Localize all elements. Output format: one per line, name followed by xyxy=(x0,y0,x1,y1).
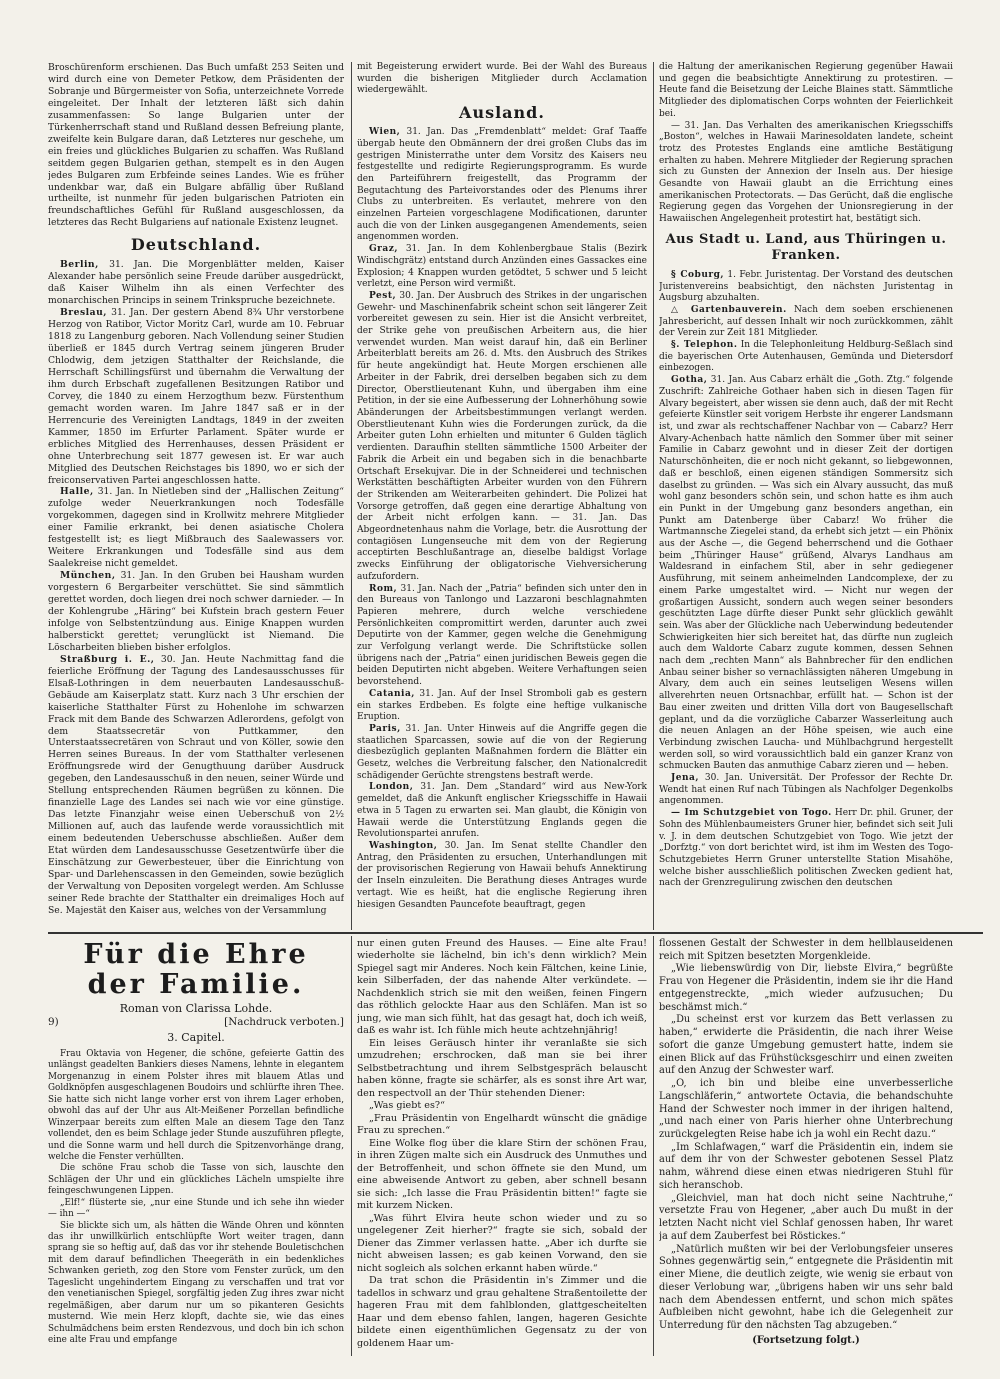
dateline: Catania, xyxy=(369,688,415,699)
news-column-3 xyxy=(659,62,953,928)
story-paragraph: „Was giebt es?“ xyxy=(369,1100,445,1112)
dateline: Jena, xyxy=(671,773,699,784)
feuilleton-byline: Roman von Clarissa Lohde. xyxy=(119,1002,273,1015)
dateline: Washington, xyxy=(369,841,438,851)
story-paragraph: „Was führt Elvira heute schon wieder und zu so ungelegener Zeit hierher?“ fragte sie sich, sobald der Diener das Zimmer verlassen hatte. „Aber ich durfte sie nicht abweisen lassen; es gab keinen Vorwand, den sie nicht sogleich als solchen erkannt haben würde.“ xyxy=(357,1212,647,1274)
story-paragraph: „Natürlich mußten wir bei der Verlobungsfeier unseres Sohnes gegenwärtig sein,“ entgegnete die Präsidentin mit einer Miene, die deutlich zeigte, wie wenig sie erbaut von dieser Verlobung war, „übrigens haben wir uns sehr bald nach dem Abendessen entfernt, und schon mich spätes Aufbleiben nicht gewohnt, habe ich die Gelegenheit zur Unterredung für den nächsten Tag abzugeben.“ xyxy=(659,1243,953,1332)
dateline: Pest, xyxy=(369,290,397,301)
news-item: Catania, 31. Jan. Auf der Insel Stromboli gab es gestern ein starkes Erdbeben. Es folgte eine heftige vulkanische Eruption. xyxy=(357,688,647,723)
story-paragraph: nur einen guten Freund des Hauses. — Eine alte Frau! wiederholte sie lächelnd, bin ich's denn wirklich? Mein Spiegel sagt mir Anderes. Noch kein Fältchen, keine Linie, kein Silberfaden, der das nahende Alter verkündete. — Nachdenklich strich sie mit den weißen, feinen Fingern das röthlich gelockte Haar aus den Schläfen. Man ist so jung, wie man sich fühlt, hat das gesagt hat, doch ich weiß, daß es wahr ist. Ich fühle mich heute achtzehnjährig! xyxy=(357,938,647,1037)
news-item: Gotha, 31. Jan. Aus Cabarz erhält die „Goth. Ztg.“ folgende Zuschrift: Zahlreiche Gothaer haben sich in diesen Tagen für Alvary begeistert, aber wissen sie denn auch, daß der mit Recht gefeierte Künstler seit vorigem Herbste ihr engerer Landsmann ist, und zwar als rechtschaffener Nachbar von — Cabarz? Herr Alvary-Achenbach hatte nämlich den Sommer über mit seiner Familie in Cabarz gewohnt und in dieser Zeit der dortigen Naturschönheiten, die er noch nicht gekannt, so liebgewonnen, daß er beschloß, einen eigenen ständigen Sommersitz sich daselbst zu gründen. — Was sich ein Alvary aussucht, das muß wohl ganz besonders schön sein, und schon hatte es ihm auch ein Punkt in der Umgebung ganz besonders angethan, ein Punkt am Datenberge über Cabarz! Wo früher die Wartmannsche Ziegelei stand, da erhebt sich jetzt — ein Phönix aus der Asche —, die Gegend beherrschend und die Gothaer beim „Thüringer Hause“ grüßend, Alvarys Landhaus am Waldesrand in einfachem Stil, aber in sehr gediegener Ausführung, mit seinem anheimelnden Landcomplexe, der zu einem Parke umgestaltet wird. — Nicht nur wegen der großartigen Aussicht, sondern auch wegen seiner besonders geschützten Lage dürfte dieser Punkt sehr glücklich gewählt sein. Was aber der Glückliche nach Ueberwindung bedeutender Schwierigkeiten hier sich bereitet hat, das dürfte nun zugleich auch dem Waldorte Cabarz zugute kommen, dessen Sehnen nach dem „rechten Mann“ als Bahnbrecher für den endlichen Anbau seiner bisher so vernachlässigten näheren Umgebung in Alvary, dem auch ein seines leutseligen Wesens willen allverehrten neuen Ortsnachbar, erfüllt hat. — Schon ist der Bau einer zweiten und dritten Villa dort von Baugesellschaft geplant, und da die vorzügliche Cabarzer Wasserleitung auch die neuen Anlagen an der Höhe speisen, wie auch eine Verbindung zwischen Laucha- und Mühlbachgrund hergestellt werden soll, so wird voraussichtlich bald ein ganzer Kranz von schmucken Bauten das anmuthige Cabarz zieren und — heben. xyxy=(659,375,953,772)
dateline: — Im Schutzgebiet von Togo. xyxy=(671,808,832,819)
news-item: Washington, 30. Jan. Im Senat stellte Chandler den Antrag, den Präsidenten zu ersuchen, Unterhandlungen mit der provisorischen Regierung von Hawaii behufs Annektirung der Inseln einzuleiten. Die Berathung dieses Antrages wurde vertagt. Wie es heißt, hat die englische Regierung ihren hiesigen Gesandten Pauncefote beauftragt, gegen xyxy=(357,841,647,910)
news-item: Straßburg i. E., 30. Jan. Heute Nachmittag fand die feierliche Eröffnung der Tagung des Landesausschusses für Elsaß-Lothringen in dem neuerbauten Landesausschuß-Gebäude am Kaiserplatz statt. Kurz nach 3 Uhr erschien der kaiserliche Statthalter Fürst zu Hohenlohe im schwarzen Frack mit dem Bande des Schwarzen Adlerordens, gefolgt von dem Staatssecretär von Puttkammer, den Unterstaatssecretären von Schraut und von Köller, sowie den Herren seines Bureaus. In der vom Statthalter verlesenen Eröffnungsrede wird der Genugthuung darüber Ausdruck gegeben, den Landesausschuß in den neuen, seiner Würde und Stellung entsprechenden Räumen begrüßen zu können. Die finanzielle Lage des Landes sei nach wie vor eine günstige. Das letzte Finanzjahr weise einen Ueberschuß von 2½ Millionen auf, auch das laufende werde voraussichtlich mit einem bedeutenden Ueberschusse abschließen. Außer dem Etat würden dem Landesausschusse Gesetzentwürfe über die Einschätzung zur Gewerbesteuer, über die Einrichtung von Spar- und Darlehenscassen in den Gemeinden, sowie bezüglich der Verwaltung von Depositen vorgelegt werden. Am Schlusse seiner Rede brachte der Statthalter ein dreimaliges Hoch auf Se. Majestät den Kaiser aus, welches von der Versammlung xyxy=(48,653,344,916)
section-heading-deutschland: Deutschland. xyxy=(130,235,262,255)
dateline: Halle, xyxy=(60,486,94,498)
dateline: Straßburg i. E., xyxy=(60,653,155,665)
continuation-notice: (Fortsetzung folgt.) xyxy=(752,1334,860,1346)
column-rule xyxy=(653,936,654,1356)
dateline: Gotha, xyxy=(671,375,708,386)
news-item: △ Gartenbauverein. Nach dem soeben erschienenen Jahresbericht, auf dessen Inhalt wir noch zurückkommen, zählt der Verein zur Zeit 181 Mitglieder. xyxy=(659,304,953,339)
feuilleton-column-3 xyxy=(659,938,953,1358)
story-paragraph: „Wie liebenswürdig von Dir, liebste Elvira,“ begrüßte Frau von Hegener die Präsidentin, indem sie ihr die Hand entgegenstreckte, „mich wieder aufzusuchen; Du beschämst mich.“ xyxy=(659,963,953,1013)
news-item: — Im Schutzgebiet von Togo. Herr Dr. phil. Gruner, der Sohn des Mühlenbaumeisters Gruner hier, befindet sich seit Juli v. J. in dem deutschen Schutzgebiet von Togo. Wie jetzt der „Dorfztg.“ von dort berichtet wird, ist ihm im Westen des Togo-Schutzgebietes Herrn Gruner unterstellte Station Misahöhe, welche bisher ausschließlich politischen Zwecken gedient hat, nach der Grenzregulirung zwischen den deutschen xyxy=(659,808,953,889)
reprint-notice: [Nachdruck verboten.] xyxy=(224,1016,344,1028)
story-paragraph: „Im Schlafwagen,“ warf die Präsidentin ein, indem sie auf dem ihr von der Schwester gebotenen Sessel Platz nahm, während diese einen etwas niedrigeren Stuhl für sich heranschob. xyxy=(659,1141,953,1191)
column1-intro: Broschürenform erschienen. Das Buch umfaßt 253 Seiten und wird durch eine von Demeter Petkow, dem Präsidenten der Sobranje und Bürgermeister von Sofia, unterzeichnete Vorrede eingeleitet. Der Inhalt der letzteren läßt sich dahin zusammenfassen: So lange Bulgarien unter der Türkenherrschaft stand und Rußland dessen Befreiung plante, zweifelte kein Bulgare daran, daß Letzteres nur geschehe, um ein freies und glückliches Bulgarien zu schaffen. Was Rußland seitdem gegen Bulgarien gethan, stempelt es in den Augen jedes Bulgaren zum Erbfeinde seines Landes. Wie es früher undenkbar war, daß ein Bulgare abfällig über Rußland urtheilte, ist nunmehr für jeden bulgarischen Patrioten ein freundschaftliches Gefühl für Rußland ausgeschlossen, da letzteres das Recht Bulgariens auf nationale Existenz leugnet. xyxy=(48,62,344,229)
column2-intro: mit Begeisterung erwidert wurde. Bei der Wahl des Bureaus wurden die bisherigen Mitglieder durch Acclamation wiedergewählt. xyxy=(357,62,647,96)
story-paragraph: „Gleichviel, man hat doch nicht seine Nachtruhe,“ versetzte Frau von Hegener, „aber auch Du mußt in der letzten Nacht nicht viel Schlaf genossen haben, Ihr waret ja auf dem Zauberfest bei Röstickes.“ xyxy=(659,1192,953,1242)
news-item: Pest, 30. Jan. Der Ausbruch des Strikes in der ungarischen Gewehr- und Maschinenfabrik scheint schon seit längerer Zeit vorbereitet gewesen zu sein. Hier ist die Ansicht verbreitet, der Strike gehe von preußischen Arbeitern aus, die hier verwendet wurden. Man weist darauf hin, daß ein Berliner Arbeiterblatt bereits am 26. d. Mts. den Ausbruch des Strikes für heute angekündigt hat. Heute Morgen erschienen alle Arbeiter in der Fabrik, drei derselben begaben sich zu dem Director, Oberstlieutenant Kuhn, und übergaben ihm eine Petition, in der sie eine Aufbesserung der Lohnerhöhung sowie Abänderungen der Arbeitsbestimmungen verlangt werden. Oberstlieutenant Kuhn wies die Forderungen zurück, da die Arbeiter guten Lohn erhielten und mitunter 6 Gulden täglich verdienten. Daraufhin stellten sämmtliche 1500 Arbeiter der Fabrik die Arbeit ein und begaben sich in die benachbarte Ortschaft Ersekujvar. Die in der Schneiderei und technischen Werkstätten beschäftigten Arbeiter wurden von den Führern der Strikenden am Weiterarbeiten gehindert. Die Polizei hat Vorsorge getroffen, daß gegen eine derartige Abhaltung von der Arbeit nicht erfolgen kann. — 31. Jan. Das Abgeordnetenhaus nahm die Vorlage, betr. die Ausrottung der contagiösen Lungenseuche mit dem von der Regierung acceptirten Beschlußantrage an, dieselbe baldigst Vorlage zwecks Einführung der obligatorische Viehversicherung aufzufordern. xyxy=(357,290,647,582)
dateline: Graz, xyxy=(369,244,399,255)
story-paragraph: Sie blickte sich um, als hätten die Wände Ohren und könnten das ihr unwillkürlich entschlüpfte Wort weiter tragen, dann sprang sie so heftig auf, daß das vor ihr stehende Bouletischchen mit dem darauf befindlichen Theegeräth in ein bedenkliches Schwanken gerieth, zog den Store vom Fenster zurück, um den Tageslicht ungehindertem Eingang zu verschaffen und trat vor den venetianischen Spiegel, sorgfältig jeden Zug ihres zwar nicht regelmäßigen, aber darum nur um so pikanteren Gesichts musternd. Wie mein Herz klopft, dachte sie, wie das eines Schulmädchens beim ersten Rendezvous, und doch bin ich schon eine alte Frau und empfange xyxy=(48,1220,344,1345)
news-item: § Coburg, 1. Febr. Juristentag. Der Vorstand des deutschen Juristenvereins beabsichtigt, den nächsten Juristentag in Augsburg abzuhalten. xyxy=(659,269,953,304)
news-item: Rom, 31. Jan. Nach der „Patria“ befinden sich unter den in den Bureaus von Tanlongo und Lazzaroni beschlagnahmten Papieren mehrere, durch welche verschiedene Persönlichkeiten compromittirt werden, darunter auch zwei Deputirte von der Kammer, gegen welche die Genehmigung zur Verfolgung verlangt werde. Die Schriftstücke sollen übrigens nach der „Patria“ einen juridischen Beweis gegen die beiden Deputirten nicht abgeben. Weitere Verhaftungen seien bevorstehend. xyxy=(357,583,647,688)
story-paragraph: Ein leises Geräusch hinter ihr veranlaßte sie sich umzudrehen; erschrocken, daß man sie bei ihrer Selbstbetrachtung und ihrem Selbstgespräch belauscht haben könne, fragte sie schärfer, als es sonst ihre Art war, den respectvoll an der Thür stehenden Diener: xyxy=(357,1037,647,1099)
dateline: §. Telephon. xyxy=(671,340,738,351)
news-item: London, 31. Jan. Dem „Standard“ wird aus New-York gemeldet, daß die Ankunft englischer Kriegsschiffe in Hawaii etwa in 5 Tagen zu erwarten sei. Man glaubt, die Königin von Hawaii werde die Unterstützung Englands gegen die Revolutionspartei anrufen. xyxy=(357,782,647,840)
news-column-1 xyxy=(48,62,344,928)
column-rule xyxy=(653,62,654,930)
news-column-2 xyxy=(357,62,647,928)
story-paragraph: „Frau Präsidentin von Engelhardt wünscht die gnädige Frau zu sprechen.“ xyxy=(357,1112,647,1137)
news-item: Jena, 30. Jan. Universität. Der Professor der Rechte Dr. Wendt hat einen Ruf nach Tübingen als Nachfolger Degenkolbs angenommen. xyxy=(659,773,953,807)
column-rule xyxy=(351,936,352,1356)
news-item: — 31. Jan. Das Verhalten des amerikanischen Kriegsschiffs „Boston“, welches in Hawaii Marinesoldaten landete, scheint trotz des Protestes Englands eine amtliche Bestätigung erhalten zu haben. Mehrere Mitglieder der Regierung sprachen sich zu Gunsten der Annexion der Inseln aus. Der hiesige Gesandte von Hawaii glaubt an die Errichtung eines amerikanischen Protectorats. — Das Gerücht, daß die englische Regierung gegen das Vorgehen der Unionsregierung in der Hawaiischen Angelegenheit protestirt hat, bestätigt sich. xyxy=(659,120,953,225)
section-heading-aus-stadt-und-land: Aus Stadt u. Land, aus Thüringen u. Franken. xyxy=(665,231,947,263)
story-paragraph: flossenen Gestalt der Schwester in dem hellblauseidenen reich mit Spitzen besetzten Morgenkleide. xyxy=(659,938,953,962)
story-paragraph: „Du scheinst erst vor kurzem das Bett verlassen zu haben,“ erwiderte die Präsidentin, die nach ihrer Weise sofort die ganze Umgebung gemustert hatte, indem sie einen Blick auf das Frühstücksgeschirr und einen zweiten auf den Anzug der Schwester warf. xyxy=(659,1014,953,1077)
story-paragraph: Die schöne Frau schob die Tasse von sich, lauschte den Schlägen der Uhr und ein glückliches Lächeln umspielte ihre feingeschwungenen Lippen. xyxy=(48,1163,344,1197)
dateline: Berlin, xyxy=(60,259,99,271)
section-heading-ausland: Ausland. xyxy=(459,103,545,123)
dateline: Breslau, xyxy=(60,307,107,319)
dateline: § Coburg, xyxy=(671,269,725,280)
feuilleton-column-2 xyxy=(357,938,647,1358)
story-paragraph: Frau Oktavia von Hegener, die schöne, gefeierte Gattin des unlängst geadelten Bankiers dieses Namens, lehnte in elegantem Morgenanzug in einem Polster ihres mit blauem Atlas und Goldknöpfen ausgeschlagenen Boudoirs und schlürfte ihren Thee. Sie hatte sich nicht lange vorher erst von ihrem Lager erhoben, obwohl das auf der Uhr aus Alt-Meißener Porzellan befindliche Winzerpaar bereits zum elften Male an diesem Tage den Tanz vollendet, den es beim Schlage jeder Stunde auszuführen pflegte, und die Sonne warm und hell durch die Spitzenvorhänge drang, welche die Fenster verhüllten. xyxy=(48,1049,344,1162)
dateline: Rom, xyxy=(369,583,398,594)
column3-intro: die Haltung der amerikanischen Regierung gegenüber Hawaii und gegen die beabsichtigte Annektirung zu protestiren. — Heute fand die Beisetzung der Leiche Blaines statt. Sämmtliche Mitglieder des diplomatischen Corps wohnten der Feierlichkeit bei. xyxy=(659,62,953,119)
dateline: London, xyxy=(369,782,414,793)
story-paragraph: „O, ich bin und bleibe eine unverbesserliche Langschläferin,“ antwortete Octavia, die behandschuhte Hand der Schwester noch immer in der ihrigen haltend, „und nach einer von Paris hierher ohne Unterbrechung zurückgelegten Reise habe ich ja wohl ein Recht dazu.“ xyxy=(659,1078,953,1141)
feuilleton-column-1 xyxy=(48,938,344,1358)
news-item: Graz, 31. Jan. In dem Kohlenbergbaue Stalis (Bezirk Windischgrätz) entstand durch Anzünden eines Gassackes eine Explosion; 4 Knappen wurden getödtet, 5 schwer und 5 leicht verletzt, eine Person wird vermißt. xyxy=(357,244,647,290)
news-item: München, 31. Jan. In den Gruben bei Hausham wurden vorgestern 6 Bergarbeiter verschüttet. Sie sind sämmtlich gerettet worden, doch liegen drei noch schwer darnieder. — In der Kohlengrube „Häring“ bei Kufstein brach gestern Feuer infolge von Selbstentzündung aus. Einige Knappen wurden halberstickt gerettet; verunglückt ist Niemand. Die Löscharbeiten blieben bisher erfolglos. xyxy=(48,570,344,653)
chapter-heading: 3. Capitel. xyxy=(167,1031,225,1044)
feuilleton-divider xyxy=(48,932,983,934)
dateline: Wien, xyxy=(369,127,401,138)
installment-number: 9) xyxy=(48,1016,59,1028)
column-rule xyxy=(351,62,352,930)
news-item: Berlin, 31. Jan. Die Morgenblätter melden, Kaiser Alexander habe persönlich seine Freude darüber ausgedrückt, daß Kaiser Wilhelm ihn als einen Verfechter des monarchischen Princips in seinem Trinkspruche bezeichnete. xyxy=(48,259,344,307)
news-item: Halle, 31. Jan. In Nietleben sind der „Hallischen Zeitung“ zufolge weder Neuerkrankungen noch Todesfälle vorgekommen, dagegen sind in Krollwitz mehrere Mitglieder einer Familie erkrankt, bei denen asiatische Cholera festgestellt ist; es liegt Mißbrauch des Saalewassers vor. Weitere Erkrankungen und Todesfälle sind aus dem Saalekreise nicht gemeldet. xyxy=(48,486,344,570)
story-paragraph: „Elf!“ flüsterte sie, „nur eine Stunde und ich sehe ihn wieder — ihn —“ xyxy=(48,1197,344,1220)
dateline: München, xyxy=(60,570,116,582)
installment-row xyxy=(48,1016,344,1029)
news-item: Paris, 31. Jan. Unter Hinweis auf die Angriffe gegen die staatlichen Sparcassen, sowie auf die von der Regierung diesbezüglich geplanten Maßnahmen fordern die Blätter ein Gesetz, welches die Verbreitung falscher, den Nationalcredit schädigender Gerüchte strengstens bestraft werde. xyxy=(357,723,647,781)
news-item: Wien, 31. Jan. Das „Fremdenblatt“ meldet: Graf Taaffe übergab heute den Obmännern der drei großen Clubs das im gestrigen Ministerrathe unter dem Vorsitz des Kaisers neu festgestellte und redigirte Regierungsprogramm. Es wurde den Parteiführern freigestellt, das Programm der Begutachtung des Parteivorstandes oder des Plenums ihrer Clubs zu unterbreiten. Es verlautet, mehrere von den einzelnen Parteien vorgeschlagene Modificationen, darunter auch die von der Linken ausgegangenen Amendements, seien angenommen worden. xyxy=(357,127,647,243)
dateline: △ Gartenbauverein. xyxy=(671,304,787,315)
dateline: Paris, xyxy=(369,723,401,734)
news-item: §. Telephon. In die Telephonleitung Heldburg-Seßlach sind die bayerischen Orte Autenhausen, Gemünda und Dietersdorf einbezogen. xyxy=(659,340,953,374)
story-paragraph: Eine Wolke flog über die klare Stirn der schönen Frau, in ihren Zügen malte sich ein Ausdruck des Unmuthes und der Betroffenheit, und schon öffnete sie den Mund, um eine abweisende Antwort zu geben, aber schnell besann sie sich: „Ich lasse die Frau Präsidentin bitten!“ fagte sie mit kurzem Nicken. xyxy=(357,1137,647,1212)
story-paragraph: Da trat schon die Präsidentin in's Zimmer und die tadellos in schwarz und grau gehaltene Straßentoilette der hageren Frau mit dem fahlblonden, glattgescheitelten Haar und dem ebenso fahlen, langen, hageren Gesichte bildete einen eigenthümlichen Gegensatz zu der von goldenem Haar um- xyxy=(357,1275,647,1349)
feuilleton-title: Für die Ehre der Familie. xyxy=(83,939,309,1000)
news-item: Breslau, 31. Jan. Der gestern Abend 8¾ Uhr verstorbene Herzog von Ratibor, Victor Moritz Carl, wurde am 10. Februar 1818 zu Langenburg geboren. Nach Vollendung seiner Studien überließ er 1845 durch Vertrag seinem jüngeren Bruder Chlodwig, dem jetzigen Statthalter der Reichslande, die Herrschaft Schillingsfürst und übernahm die Verwaltung der ihm durch Erbschaft zugefallenen Besitzungen Ratibor und Corvey, die 1840 zu einem Herzogthum bezw. Fürstenthum gemacht worden waren. Im Jahre 1847 saß er in der Herrencurie des Vereinigten Landtags, 1849 in der zweiten Kammer, 1850 im Erfurter Parlament. Später wurde er erbliches Mitglied des Herrenhauses, dessen Präsident er ohne Unterbrechung seit 1877 gewesen ist. Er war auch Mitglied des Deutschen Reichstages bis 1890, wo er sich der freiconservativen Partei angeschlossen hatte. xyxy=(48,307,344,486)
